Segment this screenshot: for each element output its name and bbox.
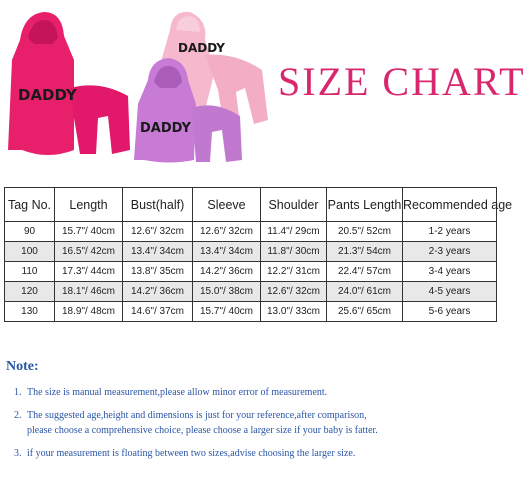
product-image — [0, 0, 270, 165]
table-cell: 13.8"/ 35cm — [123, 262, 193, 282]
notes-list — [14, 385, 496, 469]
table-cell: 2-3 years — [403, 242, 497, 262]
table-header-row — [5, 188, 497, 222]
header-pants-length: Pants Length — [327, 188, 403, 222]
table-cell: 130 — [5, 302, 55, 322]
table-cell: 110 — [5, 262, 55, 282]
note-text: The suggested age,height and dimensions is just for your reference,after comparison, — [27, 410, 367, 421]
table-cell: 13.4"/ 34cm — [123, 242, 193, 262]
table-cell: 11.8"/ 30cm — [261, 242, 327, 262]
table-cell: 17.3"/ 44cm — [55, 262, 123, 282]
note-item — [14, 408, 496, 438]
table-cell: 24.0"/ 61cm — [327, 282, 403, 302]
table-cell: 18.1"/ 46cm — [55, 282, 123, 302]
size-table — [4, 187, 513, 322]
lavender-brand-text: DADDY — [140, 121, 191, 136]
table-cell: 15.7"/ 40cm — [193, 302, 261, 322]
header-length: Length — [55, 188, 123, 222]
table-cell: 13.0"/ 33cm — [261, 302, 327, 322]
table-cell: 15.0"/ 38cm — [193, 282, 261, 302]
table-cell: 12.6"/ 32cm — [123, 222, 193, 242]
table-cell: 100 — [5, 242, 55, 262]
table-row — [5, 262, 497, 282]
table-row — [5, 282, 497, 302]
table-cell: 12.6"/ 32cm — [193, 222, 261, 242]
pink-brand-text: DADDY — [178, 41, 225, 55]
table-cell: 14.2"/ 36cm — [193, 262, 261, 282]
table-cell: 16.5"/ 42cm — [55, 242, 123, 262]
header-recommended-age: Recommended age — [403, 188, 497, 222]
table-cell: 14.2"/ 36cm — [123, 282, 193, 302]
table-cell: 11.4"/ 29cm — [261, 222, 327, 242]
table-row — [5, 242, 497, 262]
table-cell: 3-4 years — [403, 262, 497, 282]
rose-brand-text: DADDY — [18, 86, 77, 104]
note-item — [14, 385, 496, 400]
table-cell: 20.5"/ 52cm — [327, 222, 403, 242]
note-title: Note: — [6, 359, 39, 374]
table-row — [5, 302, 497, 322]
table-cell: 12.2"/ 31cm — [261, 262, 327, 282]
page-title: SIZE CHART — [278, 59, 526, 104]
table-cell: 15.7"/ 40cm — [55, 222, 123, 242]
note-text: The size is manual measurement,please allow minor error of measurement. — [27, 387, 328, 398]
note-text-continued: please choose a comprehensive choice, please choose a larger size if your baby is fatter. — [27, 425, 378, 436]
table-cell: 1-2 years — [403, 222, 497, 242]
note-number: 2. — [14, 410, 22, 421]
header-sleeve: Sleeve — [193, 188, 261, 222]
note-number: 3. — [14, 448, 22, 459]
table-cell: 18.9"/ 48cm — [55, 302, 123, 322]
table-cell: 22.4"/ 57cm — [327, 262, 403, 282]
table-cell: 90 — [5, 222, 55, 242]
table-cell: 14.6"/ 37cm — [123, 302, 193, 322]
header-shoulder: Shoulder — [261, 188, 327, 222]
table-cell: 25.6"/ 65cm — [327, 302, 403, 322]
table-cell: 4-5 years — [403, 282, 497, 302]
table-cell: 12.6"/ 32cm — [261, 282, 327, 302]
table-cell: 5-6 years — [403, 302, 497, 322]
table-row — [5, 222, 497, 242]
note-number: 1. — [14, 387, 22, 398]
note-item — [14, 446, 496, 461]
rose-tracksuit — [8, 12, 130, 155]
table-cell: 120 — [5, 282, 55, 302]
table-cell: 21.3"/ 54cm — [327, 242, 403, 262]
note-text: if your measurement is floating between two sizes,advise choosing the larger size. — [27, 448, 356, 459]
tracksuit-illustration — [0, 0, 270, 165]
header-tag-no: Tag No. — [5, 188, 55, 222]
header-bust: Bust(half) — [123, 188, 193, 222]
table-cell: 13.4"/ 34cm — [193, 242, 261, 262]
